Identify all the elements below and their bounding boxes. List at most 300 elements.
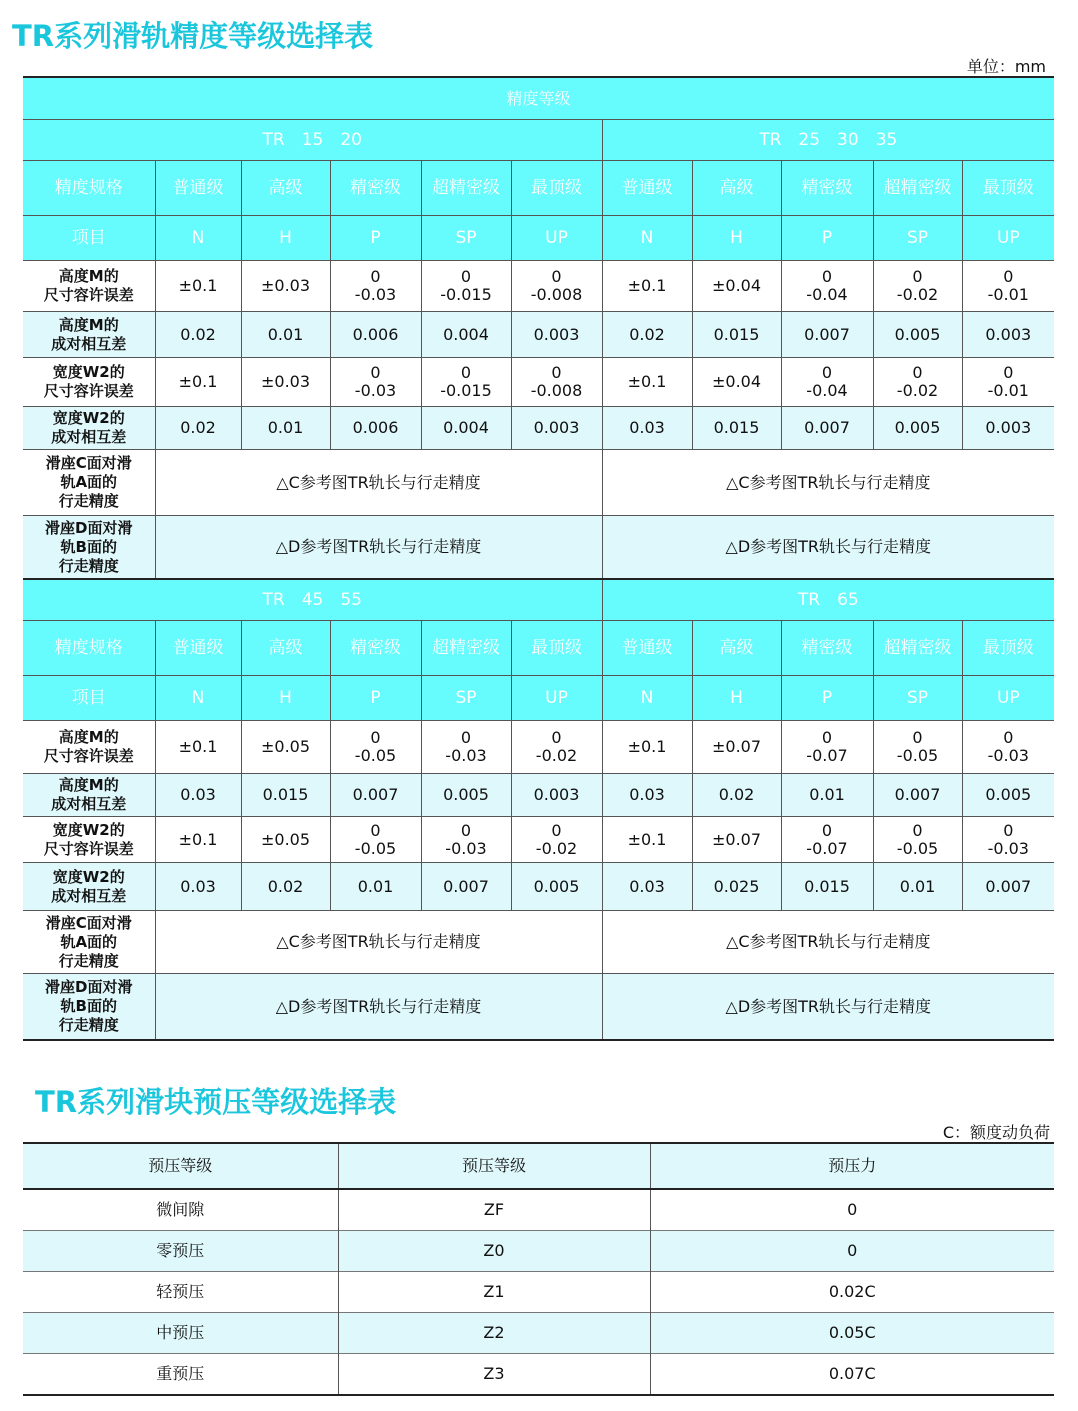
preload-header-row [23, 1143, 1054, 1189]
value-line: 0 [912, 363, 923, 382]
value-line: 0 [821, 728, 833, 747]
reference-row [23, 974, 1054, 1041]
value-line: -0.03 [354, 285, 397, 304]
value-line: -0.015 [440, 381, 492, 400]
value-cell [781, 358, 873, 407]
value-cell [692, 312, 781, 358]
grade-code-row [23, 216, 1054, 261]
value-cell [421, 817, 511, 863]
value-line: 0.006 [352, 324, 399, 344]
grade-name: 最顶级 [962, 621, 1054, 676]
value-cell [421, 358, 511, 407]
table-row [23, 721, 1054, 774]
value-cell [962, 863, 1054, 911]
row-label [23, 407, 155, 450]
reference-note: △C参考图TR轨长与行走精度 [602, 450, 1054, 516]
value-line: ±0.05 [260, 737, 311, 756]
value-cell [873, 407, 962, 450]
value-cell [781, 312, 873, 358]
table-row [23, 358, 1054, 407]
value-line: -0.02 [535, 838, 578, 858]
grade-name: 精密级 [330, 621, 421, 676]
value-cell [873, 863, 962, 911]
value-line: 0 [1003, 820, 1014, 840]
value-line: 0.007 [894, 785, 941, 804]
grade-code: P [781, 676, 873, 721]
precision-grade-header: 精度等级 [23, 77, 1054, 120]
value-line: 0.01 [357, 876, 394, 896]
model-group-left: TR 15 20 [23, 120, 602, 161]
spec-label: 精度规格 [23, 621, 155, 676]
value-line: 0.005 [985, 785, 1032, 804]
table-cell: Z0 [338, 1231, 650, 1272]
value-line: 0.003 [985, 324, 1032, 344]
grade-name: 超精密级 [873, 161, 962, 216]
row-label-line: 尺寸容许误差 [43, 382, 134, 400]
grade-name: 最顶级 [511, 161, 602, 216]
row-label-line: 尺寸容许误差 [43, 747, 134, 765]
table-cell: Z3 [338, 1354, 650, 1396]
value-line: ±0.1 [627, 276, 667, 295]
value-cell [692, 721, 781, 774]
table-row [23, 407, 1054, 450]
grade-code: N [602, 676, 692, 721]
value-cell [962, 721, 1054, 774]
value-line: 0.02 [180, 324, 216, 344]
value-cell [602, 312, 692, 358]
value-cell [241, 863, 330, 911]
value-line: 0 [460, 363, 472, 382]
value-cell [692, 358, 781, 407]
table-cell: Z2 [338, 1313, 650, 1354]
value-cell [781, 407, 873, 450]
value-line: 0 [821, 363, 833, 382]
column-header: 预压等级 [338, 1143, 650, 1189]
value-line: 0 [1003, 363, 1014, 382]
value-line: 0.007 [985, 876, 1032, 896]
row-label-line: 成对相互差 [51, 795, 127, 813]
value-cell [692, 817, 781, 863]
value-cell [241, 261, 330, 312]
preload-table-title: TR系列滑块预压等级选择表 [35, 1085, 397, 1119]
value-cell [781, 863, 873, 911]
value-line: -0.008 [530, 381, 583, 400]
row-label-line: 行走精度 [58, 951, 119, 970]
value-cell [330, 261, 421, 312]
row-label-line: 高度M的 [58, 315, 119, 334]
reference-note: △C参考图TR轨长与行走精度 [155, 911, 602, 974]
precision-grade-table [23, 76, 1054, 1041]
grade-name: 高级 [241, 161, 330, 216]
row-label [23, 974, 155, 1041]
value-line: -0.04 [806, 381, 848, 400]
value-cell [330, 358, 421, 407]
value-line: 0 [912, 820, 923, 840]
grade-code: H [241, 216, 330, 261]
value-cell [692, 407, 781, 450]
grade-name: 普通级 [602, 161, 692, 216]
value-cell [155, 863, 241, 911]
row-label [23, 516, 155, 580]
row-label-line: 宽度W2的 [52, 363, 125, 381]
row-label [23, 911, 155, 974]
row-label-line: 轨B面的 [60, 537, 117, 556]
preload-grade-table [23, 1142, 1054, 1396]
grade-name: 高级 [692, 161, 781, 216]
value-line: 0.005 [894, 418, 941, 437]
value-line: 0.006 [352, 418, 399, 437]
value-cell [421, 774, 511, 817]
grade-name: 超精密级 [873, 621, 962, 676]
value-cell [781, 817, 873, 863]
value-line: -0.04 [806, 285, 848, 304]
value-line: 0 [370, 728, 381, 747]
value-line: ±0.1 [627, 829, 667, 849]
value-line: -0.05 [896, 746, 939, 765]
value-line: ±0.07 [711, 829, 762, 849]
precision-header-row [23, 77, 1054, 120]
value-line: ±0.1 [178, 372, 218, 391]
value-cell [511, 817, 602, 863]
value-line: 0 [912, 267, 923, 286]
value-line: ±0.1 [178, 829, 218, 849]
value-cell [692, 863, 781, 911]
grade-code: SP [421, 676, 511, 721]
grade-code: P [781, 216, 873, 261]
value-line: -0.015 [440, 285, 492, 304]
value-line: 0 [821, 267, 833, 286]
row-label-line: 滑座D面对滑 [45, 518, 133, 537]
grade-name: 精密级 [781, 161, 873, 216]
table-cell: 0.02C [650, 1272, 1054, 1313]
value-cell [962, 358, 1054, 407]
reference-row [23, 450, 1054, 516]
value-line: 0 [912, 728, 923, 747]
value-line: ±0.05 [260, 829, 311, 849]
load-note: C：额度动负荷 [942, 1123, 1050, 1142]
value-line: 0 [460, 267, 472, 286]
value-line: 0 [551, 363, 562, 382]
table-row [23, 1354, 1054, 1396]
value-cell [241, 407, 330, 450]
value-line: 0.005 [894, 324, 941, 344]
value-cell [330, 774, 421, 817]
value-cell [511, 312, 602, 358]
value-line: ±0.1 [178, 737, 218, 756]
value-cell [155, 261, 241, 312]
table-row [23, 774, 1054, 817]
value-line: -0.01 [987, 381, 1029, 400]
table-row [23, 312, 1054, 358]
value-line: 0.02 [718, 785, 755, 804]
value-line: 0.015 [713, 418, 760, 437]
table-cell: 0.05C [650, 1313, 1054, 1354]
value-cell [602, 863, 692, 911]
column-header: 预压等级 [23, 1143, 338, 1189]
item-label: 项目 [23, 676, 155, 721]
value-line: 0 [1003, 267, 1014, 286]
value-line: -0.01 [987, 285, 1029, 304]
row-label-line: 尺寸容许误差 [43, 286, 134, 304]
value-cell [155, 721, 241, 774]
grade-name: 最顶级 [962, 161, 1054, 216]
value-line: -0.05 [354, 746, 397, 765]
row-label-line: 行走精度 [58, 492, 119, 510]
grade-code: H [692, 676, 781, 721]
value-line: 0.03 [180, 876, 216, 896]
table-row [23, 1231, 1054, 1272]
grade-code: UP [962, 676, 1054, 721]
model-group-right: TR 25 30 35 [602, 120, 1054, 161]
grade-code: UP [511, 676, 602, 721]
grade-code: N [155, 216, 241, 261]
grade-code: SP [421, 216, 511, 261]
value-line: ±0.1 [178, 276, 218, 295]
grade-code: N [155, 676, 241, 721]
value-line: 0.007 [804, 324, 850, 344]
value-cell [962, 407, 1054, 450]
value-cell [873, 721, 962, 774]
value-cell [155, 817, 241, 863]
value-line: 0.003 [533, 785, 580, 804]
row-label-line: 行走精度 [58, 1016, 119, 1034]
value-cell [602, 721, 692, 774]
value-line: 0 [551, 267, 562, 286]
table-cell: 0 [650, 1189, 1054, 1231]
value-cell [602, 774, 692, 817]
value-line: 0 [821, 820, 833, 840]
grade-name: 超精密级 [421, 621, 511, 676]
value-cell [421, 261, 511, 312]
row-label [23, 261, 155, 312]
value-cell [602, 358, 692, 407]
value-cell [781, 261, 873, 312]
value-cell [241, 312, 330, 358]
grade-name: 普通级 [155, 161, 241, 216]
value-line: -0.02 [535, 746, 578, 765]
value-cell [962, 774, 1054, 817]
value-cell [873, 817, 962, 863]
value-cell [421, 721, 511, 774]
row-label [23, 817, 155, 863]
value-cell [241, 817, 330, 863]
value-line: -0.02 [896, 285, 939, 304]
grade-name-row [23, 161, 1054, 216]
reference-note: △C参考图TR轨长与行走精度 [602, 911, 1054, 974]
row-label-line: 成对相互差 [51, 886, 127, 905]
value-line: -0.02 [896, 381, 939, 400]
reference-row [23, 516, 1054, 580]
value-line: 0.025 [713, 876, 760, 896]
row-label-line: 轨A面的 [60, 473, 118, 491]
value-line: 0.005 [443, 785, 489, 804]
value-cell [962, 312, 1054, 358]
value-line: 0.003 [533, 418, 580, 437]
value-cell [781, 774, 873, 817]
value-line: -0.03 [987, 838, 1029, 858]
row-label-line: 轨B面的 [60, 997, 117, 1015]
value-line: ±0.1 [627, 372, 667, 391]
value-cell [962, 261, 1054, 312]
model-group-right: TR 65 [602, 579, 1054, 621]
value-line: 0.03 [180, 785, 216, 804]
grade-name-row [23, 621, 1054, 676]
table-cell: 微间隙 [156, 1200, 205, 1219]
item-label: 项目 [23, 216, 155, 261]
table-row [23, 863, 1054, 911]
row-label [23, 863, 155, 911]
value-line: 0 [460, 820, 472, 840]
value-cell [330, 721, 421, 774]
row-label-line: 滑座C面对滑 [45, 913, 132, 932]
grade-code: P [330, 216, 421, 261]
value-line: 0.015 [713, 324, 760, 344]
value-cell [692, 261, 781, 312]
grade-name: 高级 [692, 621, 781, 676]
value-line: -0.03 [987, 746, 1029, 765]
model-row [23, 120, 1054, 161]
grade-name: 普通级 [155, 621, 241, 676]
value-line: -0.03 [445, 746, 487, 765]
value-line: 0 [370, 267, 381, 286]
row-label-line: 宽度W2的 [52, 867, 125, 886]
value-cell [962, 817, 1054, 863]
value-cell [873, 774, 962, 817]
value-line: 0.03 [629, 785, 665, 804]
column-header: 预压力 [650, 1143, 1054, 1189]
value-cell [330, 863, 421, 911]
value-line: 0.003 [985, 418, 1032, 437]
value-cell [873, 261, 962, 312]
value-cell [421, 863, 511, 911]
value-cell [511, 407, 602, 450]
value-line: 0 [551, 728, 562, 747]
row-label [23, 721, 155, 774]
value-cell [511, 863, 602, 911]
value-line: ±0.03 [260, 276, 311, 295]
value-cell [241, 358, 330, 407]
value-cell [330, 312, 421, 358]
value-line: 0.03 [629, 418, 665, 437]
row-label-line: 滑座D面对滑 [45, 978, 133, 996]
row-label-line: 宽度W2的 [52, 820, 125, 839]
table-row [23, 1189, 1054, 1231]
value-line: 0.004 [443, 418, 489, 437]
table-cell: 零预压 [23, 1231, 338, 1272]
row-label-line: 滑座C面对滑 [45, 454, 132, 472]
value-cell [602, 407, 692, 450]
value-cell [155, 407, 241, 450]
row-label [23, 774, 155, 817]
table-row [23, 817, 1054, 863]
row-label-line: 成对相互差 [51, 428, 127, 446]
value-line: -0.07 [806, 746, 848, 765]
row-label [23, 312, 155, 358]
value-line: 0.004 [443, 324, 489, 344]
value-line: -0.03 [445, 838, 487, 858]
row-label-line: 宽度W2的 [52, 409, 125, 427]
value-line: 0.02 [267, 876, 304, 896]
value-line: 0.007 [352, 785, 399, 804]
row-label-line: 成对相互差 [51, 334, 127, 353]
value-line: 0 [370, 820, 381, 840]
reference-note: △D参考图TR轨长与行走精度 [602, 974, 1054, 1041]
value-cell [873, 358, 962, 407]
row-label-line: 尺寸容许误差 [43, 839, 134, 858]
value-cell [155, 358, 241, 407]
value-cell [602, 817, 692, 863]
table-cell: Z1 [338, 1272, 650, 1313]
table-cell: 重预压 [156, 1364, 205, 1383]
grade-name: 最顶级 [511, 621, 602, 676]
value-cell [241, 721, 330, 774]
grade-name: 高级 [241, 621, 330, 676]
value-cell [155, 312, 241, 358]
value-cell [330, 817, 421, 863]
grade-name: 普通级 [602, 621, 692, 676]
reference-note: △D参考图TR轨长与行走精度 [602, 516, 1054, 580]
grade-code: UP [511, 216, 602, 261]
value-line: -0.07 [806, 838, 848, 858]
value-line: 0.007 [804, 418, 850, 437]
value-cell [781, 721, 873, 774]
model-group-left: TR 45 55 [23, 579, 602, 621]
reference-note: △D参考图TR轨长与行走精度 [155, 516, 602, 580]
reference-note: △C参考图TR轨长与行走精度 [155, 450, 602, 516]
value-cell [241, 774, 330, 817]
row-label [23, 450, 155, 516]
value-line: -0.03 [354, 381, 397, 400]
value-line: ±0.03 [260, 372, 311, 391]
value-line: 0.015 [804, 876, 850, 896]
row-label-line: 轨A面的 [60, 932, 118, 951]
value-line: 0.015 [262, 785, 309, 804]
value-cell [692, 774, 781, 817]
value-line: 0.01 [809, 785, 845, 804]
value-line: 0 [370, 363, 381, 382]
value-cell [421, 312, 511, 358]
grade-code: SP [873, 216, 962, 261]
table-cell: 0 [650, 1231, 1054, 1272]
row-label [23, 358, 155, 407]
table-row [23, 1272, 1054, 1313]
value-line: 0.003 [533, 324, 580, 344]
grade-name: 精密级 [330, 161, 421, 216]
value-line: ±0.07 [711, 737, 762, 756]
grade-name: 超精密级 [421, 161, 511, 216]
grade-code: H [241, 676, 330, 721]
row-label-line: 行走精度 [58, 556, 119, 575]
table-row [23, 1313, 1054, 1354]
value-line: 0.02 [629, 324, 665, 344]
grade-code: P [330, 676, 421, 721]
table-cell: 中预压 [23, 1313, 338, 1354]
precision-table-title: TR系列滑轨精度等级选择表 [12, 19, 374, 53]
unit-label: 单位：mm [966, 57, 1046, 76]
value-line: ±0.04 [711, 372, 762, 391]
value-cell [873, 312, 962, 358]
table-row [23, 261, 1054, 312]
value-line: 0.01 [267, 418, 304, 437]
reference-row [23, 911, 1054, 974]
value-line: ±0.1 [627, 737, 667, 756]
table-cell: 0.07C [650, 1354, 1054, 1396]
value-cell [155, 774, 241, 817]
value-line: 0 [460, 728, 472, 747]
row-label-line: 高度M的 [58, 776, 119, 794]
value-cell [330, 407, 421, 450]
table-cell: ZF [338, 1189, 650, 1231]
